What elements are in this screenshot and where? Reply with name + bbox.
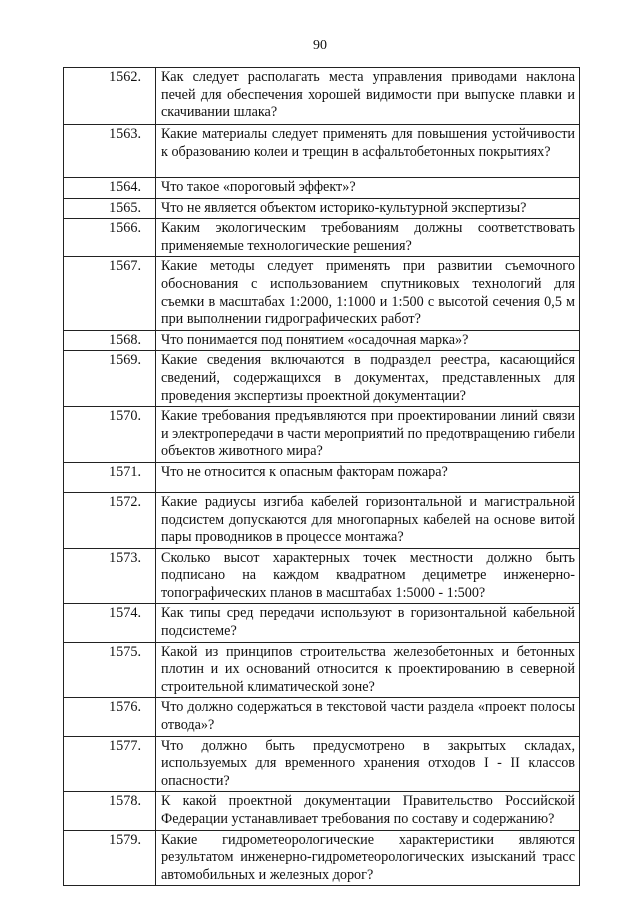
question-text: Что понимается под понятием «осадочная марка»? (156, 330, 580, 351)
question-text: Какие требования предъявляются при проектировании линий связи и электропередачи в части мероприятий по предотвращению гибели объектов животного мира? (156, 407, 580, 463)
table-row (64, 330, 580, 351)
question-text: Как следует располагать места управления приводами наклона печей для обеспечения хорошей видимости при выпуске плавки и скачивании шлака? (156, 68, 580, 125)
question-number: 1577. (64, 736, 156, 792)
question-text: Какие радиусы изгиба кабелей горизонтальной и магистральной подсистем допускаются для многопарных кабелей на основе витой пары проводников в процессе монтажа? (156, 492, 580, 548)
question-number: 1571. (64, 462, 156, 492)
question-number: 1578. (64, 792, 156, 830)
question-number: 1574. (64, 604, 156, 642)
questions-table (63, 67, 580, 886)
question-text: Как типы сред передачи используют в горизонтальной кабельной подсистеме? (156, 604, 580, 642)
table-row (64, 492, 580, 548)
question-text: Какие гидрометеорологические характеристики являются результатом инженерно-гидрометеорологических изысканий трасс автомобильных и железных дорог? (156, 830, 580, 886)
question-text: Какие сведения включаются в подраздел реестра, касающийся сведений, содержащихся в документах, представленных для проведения экспертизы проектной документации? (156, 351, 580, 407)
question-text: Что должно содержаться в текстовой части раздела «проект полосы отвода»? (156, 698, 580, 736)
question-text: К какой проектной документации Правительство Российской Федерации устанавливает требования по составу и содержанию? (156, 792, 580, 830)
question-number: 1567. (64, 257, 156, 330)
question-number: 1575. (64, 642, 156, 698)
table-row (64, 642, 580, 698)
question-number: 1568. (64, 330, 156, 351)
table-row (64, 698, 580, 736)
table-row (64, 257, 580, 330)
table-row (64, 462, 580, 492)
question-text: Что не является объектом историко-культурной экспертизы? (156, 198, 580, 219)
question-text: Какие методы следует применять при развитии съемочного обоснования с использованием спутниковых технологий для съемки в масштабах 1:2000, 1:1000 и 1:500 с высотой сечения 0,5 м при выполнении гидрографических работ? (156, 257, 580, 330)
question-number: 1569. (64, 351, 156, 407)
question-text: Сколько высот характерных точек местности должно быть подписано на каждом квадратном дециметре инженерно-топографических планов в масштабах 1:5000 - 1:500? (156, 548, 580, 604)
table-row (64, 792, 580, 830)
question-number: 1576. (64, 698, 156, 736)
table-row (64, 604, 580, 642)
table-row (64, 407, 580, 463)
question-text: Что такое «пороговый эффект»? (156, 178, 580, 199)
question-text: Что не относится к опасным факторам пожара? (156, 462, 580, 492)
question-number: 1579. (64, 830, 156, 886)
table-row (64, 830, 580, 886)
table-row (64, 548, 580, 604)
question-text: Что должно быть предусмотрено в закрытых складах, используемых для временного хранения отходов I - II классов опасности? (156, 736, 580, 792)
table-row (64, 736, 580, 792)
table-row (64, 125, 580, 178)
question-number: 1573. (64, 548, 156, 604)
question-number: 1566. (64, 219, 156, 257)
question-text: Каким экологическим требованиям должны соответствовать применяемые технологические решения? (156, 219, 580, 257)
table-row (64, 68, 580, 125)
question-number: 1564. (64, 178, 156, 199)
table-row (64, 198, 580, 219)
question-number: 1563. (64, 125, 156, 178)
question-number: 1565. (64, 198, 156, 219)
question-text: Какой из принципов строительства железобетонных и бетонных плотин и их оснований относится к проектированию в северной строительной климатической зоне? (156, 642, 580, 698)
question-number: 1562. (64, 68, 156, 125)
table-row (64, 351, 580, 407)
table-row (64, 219, 580, 257)
table-row (64, 178, 580, 199)
question-number: 1572. (64, 492, 156, 548)
page-number: 90 (313, 38, 327, 53)
question-text: Какие материалы следует применять для повышения устойчивости к образованию колеи и трещин в асфальтобетонных покрытиях? (156, 125, 580, 178)
question-number: 1570. (64, 407, 156, 463)
